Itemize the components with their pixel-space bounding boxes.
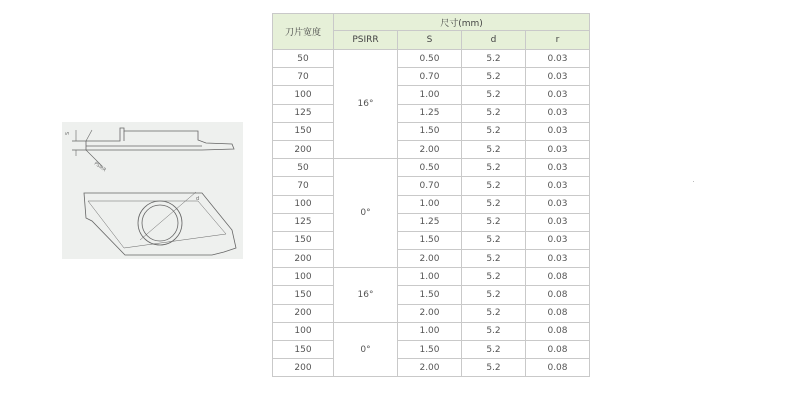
cell-r: 0.03 [526,104,590,122]
col-header-s: S [398,31,462,50]
cell-s: 2.00 [398,140,462,158]
table-row [273,213,590,231]
cell-psirr: 16° [334,50,398,159]
cell-s: 1.00 [398,268,462,286]
cell-r: 0.08 [526,304,590,322]
cell-s: 1.25 [398,104,462,122]
cell-psirr: 0° [334,159,398,268]
table-row [273,50,590,68]
table-row [273,250,590,268]
table-body [273,50,590,377]
cell-d: 5.2 [462,177,526,195]
cell-width: 70 [273,68,334,86]
cell-s: 1.50 [398,122,462,140]
table-row [273,322,590,340]
col-header-r: r [526,31,590,50]
cell-s: 1.50 [398,341,462,359]
table-row [273,268,590,286]
cell-r: 0.03 [526,159,590,177]
cell-r: 0.08 [526,359,590,377]
cell-s: 2.00 [398,250,462,268]
cell-s: 0.50 [398,159,462,177]
table-row [273,86,590,104]
cell-psirr: 0° [334,322,398,377]
header-row-1 [273,14,590,31]
cell-d: 5.2 [462,104,526,122]
cell-r: 0.08 [526,341,590,359]
cell-r: 0.03 [526,250,590,268]
cell-d: 5.2 [462,86,526,104]
cell-s: 1.00 [398,86,462,104]
col-header-width: 刀片宽度 [273,14,334,50]
cell-r: 0.08 [526,322,590,340]
cell-width: 50 [273,159,334,177]
cell-width: 150 [273,341,334,359]
cell-width: 100 [273,268,334,286]
cell-d: 5.2 [462,304,526,322]
table-row [273,104,590,122]
cell-r: 0.08 [526,268,590,286]
insert-spec-table [272,13,590,377]
table-row [273,68,590,86]
cell-s: 0.70 [398,68,462,86]
cell-width: 50 [273,50,334,68]
cell-psirr: 16° [334,268,398,323]
cell-r: 0.03 [526,68,590,86]
cell-d: 5.2 [462,140,526,158]
cell-r: 0.03 [526,86,590,104]
cell-d: 5.2 [462,195,526,213]
cell-width: 200 [273,359,334,377]
label-s: S [65,131,71,135]
table-row [273,286,590,304]
cell-width: 125 [273,213,334,231]
insert-drawing [62,122,243,259]
insert-diagram [62,122,243,259]
cell-width: 100 [273,86,334,104]
cell-width: 200 [273,304,334,322]
cell-width: 200 [273,140,334,158]
cell-d: 5.2 [462,159,526,177]
cell-d: 5.2 [462,359,526,377]
table-row [273,195,590,213]
cell-s: 1.00 [398,322,462,340]
table-row [273,177,590,195]
cell-d: 5.2 [462,341,526,359]
cell-d: 5.2 [462,322,526,340]
table-row [273,341,590,359]
cell-s: 0.50 [398,50,462,68]
cell-d: 5.2 [462,286,526,304]
cell-r: 0.03 [526,213,590,231]
table-row [273,140,590,158]
cell-r: 0.03 [526,140,590,158]
cell-width: 100 [273,322,334,340]
table-row [273,304,590,322]
cell-s: 2.00 [398,359,462,377]
cell-r: 0.08 [526,286,590,304]
label-d: d [196,196,200,202]
cell-width: 70 [273,177,334,195]
cell-s: 1.25 [398,213,462,231]
cell-width: 125 [273,104,334,122]
col-header-d: d [462,31,526,50]
cell-width: 150 [273,231,334,249]
cell-d: 5.2 [462,268,526,286]
insert-top-view [84,192,236,255]
cell-s: 1.00 [398,195,462,213]
cell-d: 5.2 [462,213,526,231]
cell-r: 0.03 [526,122,590,140]
cell-d: 5.2 [462,68,526,86]
cell-r: 0.03 [526,195,590,213]
table-row [273,159,590,177]
cell-r: 0.03 [526,177,590,195]
cell-s: 1.50 [398,231,462,249]
table-row [273,359,590,377]
stray-dot [693,181,694,182]
cell-d: 5.2 [462,50,526,68]
cell-width: 150 [273,122,334,140]
col-header-dimensions: 尺寸(mm) [334,14,590,31]
cell-r: 0.03 [526,231,590,249]
insert-side-view [72,128,234,166]
cell-width: 200 [273,250,334,268]
cell-d: 5.2 [462,122,526,140]
cell-s: 2.00 [398,304,462,322]
cell-d: 5.2 [462,250,526,268]
table-row [273,231,590,249]
cell-r: 0.03 [526,50,590,68]
col-header-psirr: PSIRR [334,31,398,50]
cell-d: 5.2 [462,231,526,249]
label-psirr: PSIRR [92,161,107,174]
cell-s: 0.70 [398,177,462,195]
table-row [273,122,590,140]
cell-width: 100 [273,195,334,213]
cell-s: 1.50 [398,286,462,304]
cell-width: 150 [273,286,334,304]
